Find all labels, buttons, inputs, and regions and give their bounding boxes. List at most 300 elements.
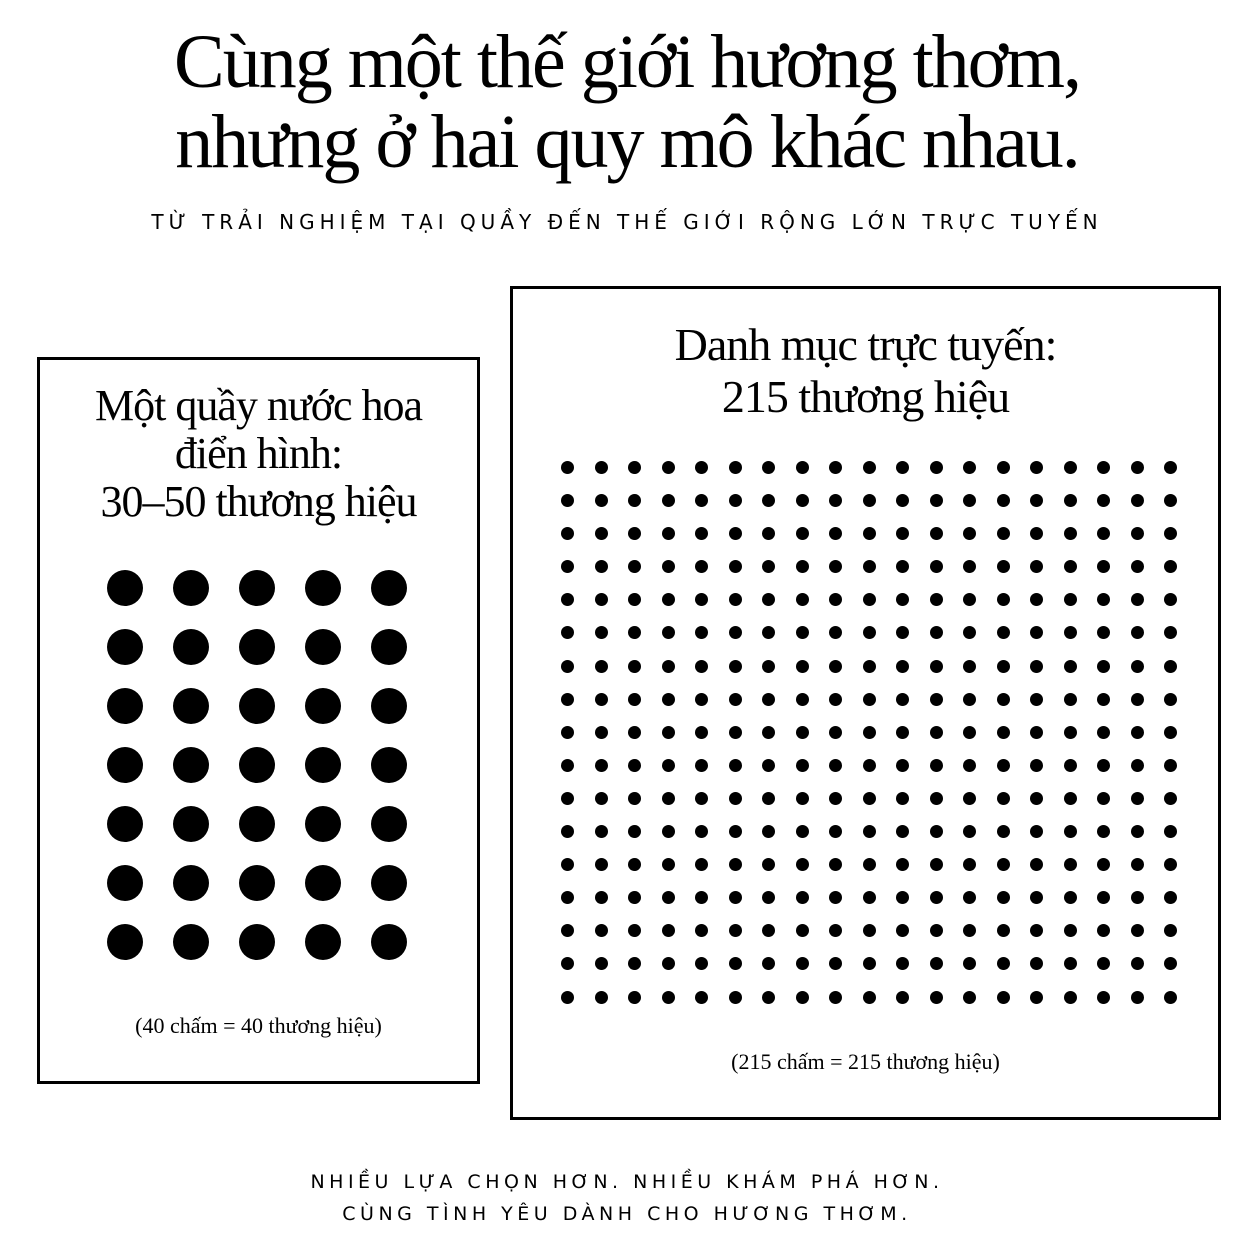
brand-dot [896, 759, 909, 772]
brand-dot [628, 825, 641, 838]
brand-dot [595, 726, 608, 739]
footer-line-1: NHIỀU LỰA CHỌN HƠN. NHIỀU KHÁM PHÁ HƠN. [310, 1171, 944, 1193]
right-panel-title [513, 319, 1218, 423]
brand-dot [896, 527, 909, 540]
brand-dot [1064, 593, 1077, 606]
brand-dot [1030, 527, 1043, 540]
brand-dot [561, 660, 574, 673]
brand-dot [1030, 792, 1043, 805]
brand-dot [1064, 527, 1077, 540]
brand-dot [595, 891, 608, 904]
brand-dot [305, 688, 341, 724]
brand-dot [896, 924, 909, 937]
brand-dot [1131, 858, 1144, 871]
brand-dot [796, 693, 809, 706]
brand-dot [729, 626, 742, 639]
brand-dot [1097, 560, 1110, 573]
brand-dot [1164, 560, 1177, 573]
brand-dot [1164, 792, 1177, 805]
brand-dot [695, 991, 708, 1004]
brand-dot [239, 688, 275, 724]
brand-dot [695, 626, 708, 639]
brand-dot [305, 629, 341, 665]
right-panel-title-line-2: 215 thương hiệu [721, 371, 1010, 422]
brand-dot [762, 726, 775, 739]
brand-dot [896, 858, 909, 871]
brand-dot [930, 858, 943, 871]
brand-dot [729, 593, 742, 606]
left-panel-caption: (40 chấm = 40 thương hiệu) [135, 1013, 382, 1038]
brand-dot [829, 726, 842, 739]
brand-dot [930, 660, 943, 673]
brand-dot [863, 825, 876, 838]
brand-dot [595, 593, 608, 606]
brand-dot [1097, 527, 1110, 540]
brand-dot [1131, 494, 1144, 507]
brand-dot [863, 858, 876, 871]
brand-dot [997, 759, 1010, 772]
brand-dot [1097, 593, 1110, 606]
brand-dot [695, 825, 708, 838]
brand-dot [628, 891, 641, 904]
brand-dot [1131, 593, 1144, 606]
brand-dot [695, 957, 708, 970]
left-panel-title-line-2: điển hình: [174, 429, 343, 478]
brand-dot [107, 924, 143, 960]
brand-dot [1030, 593, 1043, 606]
brand-dot [930, 494, 943, 507]
brand-dot [371, 688, 407, 724]
brand-dot [173, 747, 209, 783]
brand-dot [371, 924, 407, 960]
brand-dot [762, 527, 775, 540]
brand-dot [1131, 626, 1144, 639]
brand-dot [863, 726, 876, 739]
brand-dot [829, 461, 842, 474]
brand-dot [305, 806, 341, 842]
brand-dot [1030, 891, 1043, 904]
brand-dot [1131, 891, 1144, 904]
subheadline: TỪ TRẢI NGHIỆM TẠI QUẦY ĐẾN THẾ GIỚI RỘNG LỚN TRỰC TUYẾN [151, 210, 1103, 234]
brand-dot [863, 494, 876, 507]
brand-dot [896, 792, 909, 805]
brand-dot [628, 957, 641, 970]
left-panel-title [40, 382, 477, 526]
brand-dot [595, 957, 608, 970]
brand-dot [930, 825, 943, 838]
brand-dot [1097, 759, 1110, 772]
left-dot-grid [107, 570, 407, 960]
brand-dot [796, 991, 809, 1004]
brand-dot [239, 865, 275, 901]
brand-dot [1030, 924, 1043, 937]
brand-dot [863, 759, 876, 772]
brand-dot [1064, 891, 1077, 904]
brand-dot [729, 792, 742, 805]
brand-dot [662, 726, 675, 739]
brand-dot [729, 991, 742, 1004]
brand-dot [173, 570, 209, 606]
brand-dot [1131, 693, 1144, 706]
brand-dot [173, 629, 209, 665]
brand-dot [628, 593, 641, 606]
brand-dot [595, 991, 608, 1004]
brand-dot [762, 792, 775, 805]
brand-dot [896, 560, 909, 573]
brand-dot [796, 560, 809, 573]
brand-dot [662, 527, 675, 540]
brand-dot [796, 858, 809, 871]
brand-dot [997, 924, 1010, 937]
brand-dot [1030, 726, 1043, 739]
brand-dot [963, 825, 976, 838]
brand-dot [628, 858, 641, 871]
brand-dot [1164, 461, 1177, 474]
brand-dot [595, 560, 608, 573]
headline-line-1: Cùng một thế giới hương thơm, [174, 20, 1080, 104]
brand-dot [695, 660, 708, 673]
brand-dot [863, 792, 876, 805]
right-panel-caption: (215 chấm = 215 thương hiệu) [731, 1049, 1000, 1074]
brand-dot [896, 693, 909, 706]
brand-dot [371, 629, 407, 665]
brand-dot [695, 461, 708, 474]
brand-dot [1030, 660, 1043, 673]
brand-dot [628, 693, 641, 706]
brand-dot [239, 806, 275, 842]
brand-dot [863, 891, 876, 904]
footer-tagline [0, 1166, 1254, 1230]
brand-dot [829, 825, 842, 838]
brand-dot [930, 560, 943, 573]
brand-dot [863, 957, 876, 970]
brand-dot [729, 858, 742, 871]
brand-dot [930, 693, 943, 706]
brand-dot [863, 693, 876, 706]
brand-dot [762, 626, 775, 639]
brand-dot [628, 527, 641, 540]
brand-dot [762, 858, 775, 871]
brand-dot [729, 924, 742, 937]
brand-dot [796, 593, 809, 606]
brand-dot [628, 792, 641, 805]
brand-dot [305, 570, 341, 606]
brand-dot [662, 957, 675, 970]
brand-dot [561, 991, 574, 1004]
brand-dot [863, 924, 876, 937]
brand-dot [595, 626, 608, 639]
brand-dot [695, 924, 708, 937]
brand-dot [762, 693, 775, 706]
brand-dot [1064, 991, 1077, 1004]
brand-dot [1030, 626, 1043, 639]
brand-dot [1131, 726, 1144, 739]
brand-dot [997, 792, 1010, 805]
brand-dot [561, 726, 574, 739]
brand-dot [173, 924, 209, 960]
brand-dot [963, 693, 976, 706]
brand-dot [662, 560, 675, 573]
brand-dot [963, 991, 976, 1004]
brand-dot [1164, 626, 1177, 639]
brand-dot [997, 891, 1010, 904]
brand-dot [628, 924, 641, 937]
brand-dot [1097, 792, 1110, 805]
brand-dot [963, 891, 976, 904]
brand-dot [1164, 693, 1177, 706]
brand-dot [695, 593, 708, 606]
brand-dot [695, 858, 708, 871]
brand-dot [896, 957, 909, 970]
brand-dot [1164, 924, 1177, 937]
brand-dot [796, 660, 809, 673]
brand-dot [107, 570, 143, 606]
brand-dot [896, 726, 909, 739]
brand-dot [796, 957, 809, 970]
brand-dot [1131, 792, 1144, 805]
brand-dot [829, 891, 842, 904]
brand-dot [762, 957, 775, 970]
brand-dot [173, 806, 209, 842]
brand-dot [796, 891, 809, 904]
brand-dot [729, 726, 742, 739]
brand-dot [963, 626, 976, 639]
brand-dot [1064, 858, 1077, 871]
brand-dot [829, 660, 842, 673]
brand-dot [561, 924, 574, 937]
headline-line-2: nhưng ở hai quy mô khác nhau. [175, 100, 1079, 184]
brand-dot [1097, 494, 1110, 507]
brand-dot [1030, 461, 1043, 474]
brand-dot [997, 726, 1010, 739]
right-panel-online-catalog [510, 286, 1221, 1120]
brand-dot [930, 593, 943, 606]
brand-dot [896, 494, 909, 507]
brand-dot [1030, 825, 1043, 838]
brand-dot [662, 991, 675, 1004]
brand-dot [1164, 891, 1177, 904]
brand-dot [1064, 660, 1077, 673]
brand-dot [796, 626, 809, 639]
brand-dot [561, 858, 574, 871]
brand-dot [595, 792, 608, 805]
brand-dot [695, 759, 708, 772]
brand-dot [896, 593, 909, 606]
footer-line-2: CÙNG TÌNH YÊU DÀNH CHO HƯƠNG THƠM. [342, 1203, 912, 1225]
brand-dot [963, 924, 976, 937]
brand-dot [1064, 693, 1077, 706]
brand-dot [796, 759, 809, 772]
brand-dot [662, 825, 675, 838]
brand-dot [963, 527, 976, 540]
brand-dot [762, 759, 775, 772]
brand-dot [796, 494, 809, 507]
brand-dot [729, 527, 742, 540]
brand-dot [1097, 957, 1110, 970]
brand-dot [107, 747, 143, 783]
brand-dot [762, 494, 775, 507]
brand-dot [561, 461, 574, 474]
brand-dot [930, 726, 943, 739]
brand-dot [662, 593, 675, 606]
brand-dot [1030, 494, 1043, 507]
brand-dot [863, 527, 876, 540]
brand-dot [1097, 660, 1110, 673]
brand-dot [1164, 494, 1177, 507]
brand-dot [628, 461, 641, 474]
brand-dot [796, 726, 809, 739]
left-panel-store-counter [37, 357, 480, 1084]
brand-dot [963, 957, 976, 970]
brand-dot [963, 660, 976, 673]
brand-dot [239, 747, 275, 783]
brand-dot [896, 626, 909, 639]
brand-dot [561, 593, 574, 606]
brand-dot [305, 924, 341, 960]
brand-dot [662, 626, 675, 639]
brand-dot [1030, 693, 1043, 706]
brand-dot [829, 759, 842, 772]
brand-dot [628, 494, 641, 507]
brand-dot [829, 858, 842, 871]
brand-dot [561, 891, 574, 904]
brand-dot [796, 527, 809, 540]
brand-dot [595, 825, 608, 838]
brand-dot [729, 825, 742, 838]
brand-dot [1064, 494, 1077, 507]
brand-dot [371, 570, 407, 606]
brand-dot [239, 629, 275, 665]
brand-dot [1030, 858, 1043, 871]
brand-dot [829, 792, 842, 805]
brand-dot [963, 759, 976, 772]
brand-dot [628, 726, 641, 739]
brand-dot [1064, 825, 1077, 838]
brand-dot [107, 865, 143, 901]
brand-dot [997, 461, 1010, 474]
brand-dot [595, 924, 608, 937]
left-panel-title-line-3: 30–50 thương hiệu [100, 477, 417, 526]
brand-dot [1097, 626, 1110, 639]
brand-dot [561, 626, 574, 639]
brand-dot [1164, 527, 1177, 540]
brand-dot [1131, 660, 1144, 673]
brand-dot [1097, 726, 1110, 739]
brand-dot [729, 693, 742, 706]
brand-dot [896, 891, 909, 904]
brand-dot [595, 759, 608, 772]
brand-dot [561, 759, 574, 772]
brand-dot [997, 494, 1010, 507]
brand-dot [662, 759, 675, 772]
brand-dot [963, 560, 976, 573]
brand-dot [1164, 759, 1177, 772]
brand-dot [662, 660, 675, 673]
right-dot-grid [561, 461, 1177, 1004]
brand-dot [729, 957, 742, 970]
brand-dot [963, 726, 976, 739]
brand-dot [729, 494, 742, 507]
brand-dot [628, 560, 641, 573]
brand-dot [1131, 461, 1144, 474]
brand-dot [1131, 991, 1144, 1004]
brand-dot [829, 957, 842, 970]
brand-dot [1030, 759, 1043, 772]
brand-dot [628, 626, 641, 639]
brand-dot [107, 806, 143, 842]
brand-dot [1097, 825, 1110, 838]
brand-dot [762, 924, 775, 937]
brand-dot [863, 560, 876, 573]
brand-dot [1064, 461, 1077, 474]
right-panel-title-line-1: Danh mục trực tuyến: [674, 319, 1057, 370]
brand-dot [997, 825, 1010, 838]
brand-dot [729, 759, 742, 772]
brand-dot [762, 461, 775, 474]
brand-dot [729, 461, 742, 474]
brand-dot [1164, 593, 1177, 606]
brand-dot [997, 660, 1010, 673]
brand-dot [595, 660, 608, 673]
brand-dot [796, 792, 809, 805]
brand-dot [595, 858, 608, 871]
brand-dot [1164, 858, 1177, 871]
brand-dot [963, 792, 976, 805]
brand-dot [1097, 461, 1110, 474]
brand-dot [561, 693, 574, 706]
brand-dot [1131, 759, 1144, 772]
brand-dot [896, 825, 909, 838]
brand-dot [561, 527, 574, 540]
brand-dot [173, 688, 209, 724]
brand-dot [930, 991, 943, 1004]
brand-dot [896, 660, 909, 673]
brand-dot [371, 747, 407, 783]
brand-dot [1131, 825, 1144, 838]
brand-dot [561, 560, 574, 573]
brand-dot [1097, 693, 1110, 706]
brand-dot [1030, 991, 1043, 1004]
brand-dot [1064, 759, 1077, 772]
brand-dot [1064, 560, 1077, 573]
brand-dot [695, 494, 708, 507]
brand-dot [595, 693, 608, 706]
brand-dot [896, 461, 909, 474]
brand-dot [173, 865, 209, 901]
brand-dot [829, 924, 842, 937]
brand-dot [1097, 891, 1110, 904]
brand-dot [695, 693, 708, 706]
brand-dot [561, 792, 574, 805]
brand-dot [595, 527, 608, 540]
brand-dot [662, 494, 675, 507]
brand-dot [863, 593, 876, 606]
brand-dot [997, 626, 1010, 639]
brand-dot [930, 527, 943, 540]
brand-dot [561, 957, 574, 970]
brand-dot [963, 858, 976, 871]
brand-dot [796, 924, 809, 937]
brand-dot [863, 991, 876, 1004]
brand-dot [829, 593, 842, 606]
brand-dot [829, 693, 842, 706]
headline [0, 22, 1254, 182]
brand-dot [762, 825, 775, 838]
brand-dot [1164, 726, 1177, 739]
brand-dot [963, 593, 976, 606]
brand-dot [930, 924, 943, 937]
brand-dot [371, 865, 407, 901]
